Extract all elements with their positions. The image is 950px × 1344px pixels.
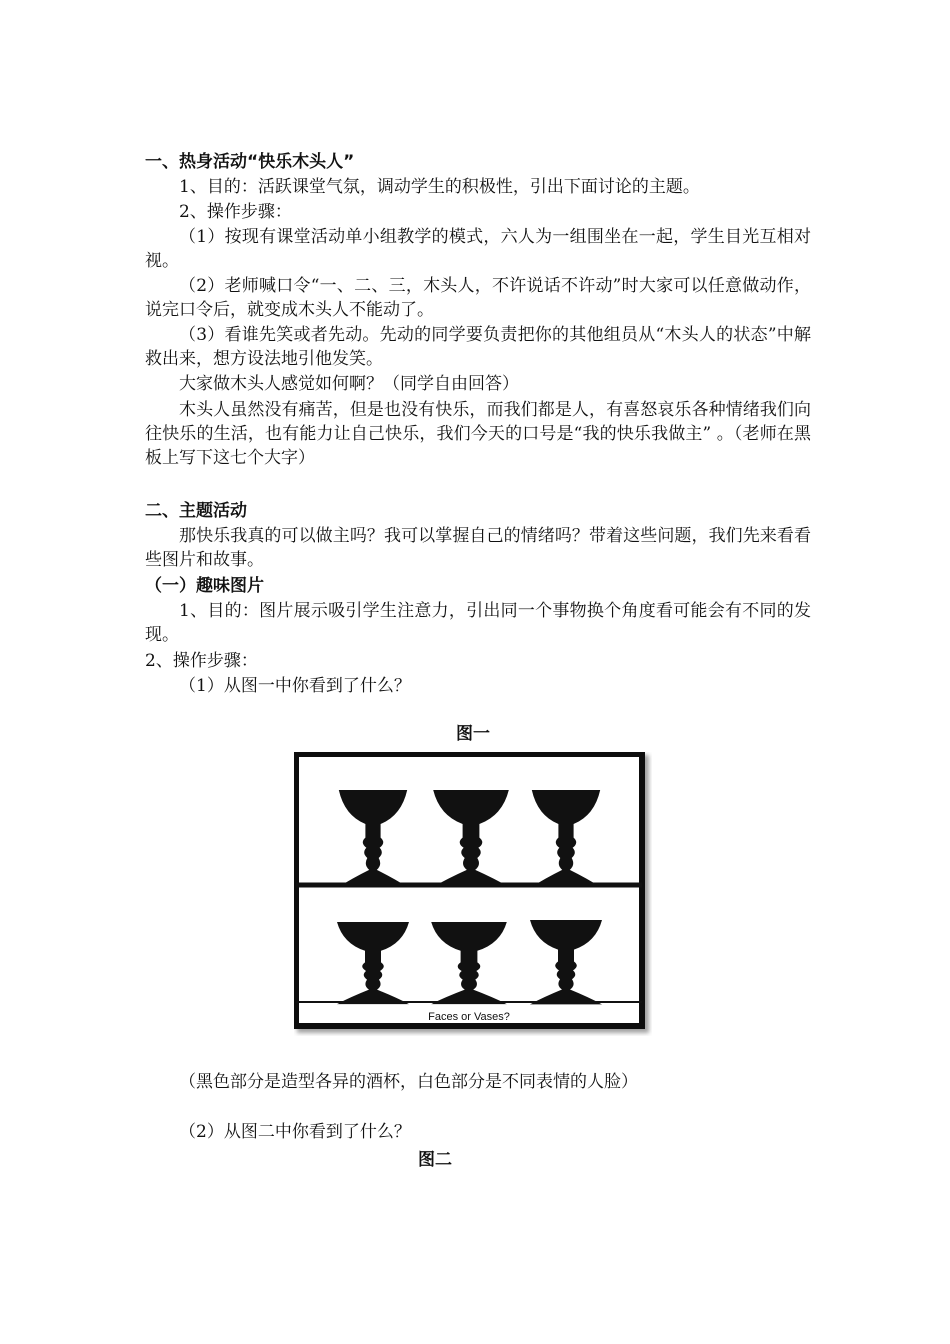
section1-step2: （2）老师喊口令“一、二、三，木头人，不许说话不许动”时大家可以任意做动作，说完口令后，就变成木头人不能动了。 [145, 276, 811, 320]
question-figure-1: （1）从图一中你看到了什么？ [179, 676, 411, 696]
section1-heading: 一、热身活动“快乐木头人” [145, 152, 355, 172]
section2-intro: 那快乐我真的可以做主吗？我可以掌握自己的情绪吗？带着这些问题，我们先来看看些图片和故事。 [145, 526, 811, 570]
section2-steps-title: 2、操作步骤： [145, 651, 258, 671]
figure-2-title: 图二 [418, 1150, 452, 1170]
section1-purpose: 1、目的：活跃课堂气氛，调动学生的积极性，引出下面讨论的主题。 [179, 177, 700, 197]
figure-1-image [294, 752, 652, 1036]
section1-step3: （3）看谁先笑或者先动。先动的同学要负责把你的其他组员从“木头人的状态”中解救出来，想方设法地引他发笑。 [145, 325, 811, 369]
section1-step1: （1）按现有课堂活动单小组教学的模式，六人为一组围坐在一起，学生目光互相对视。 [145, 227, 811, 271]
section1-question: 大家做木头人感觉如何啊？（同学自由回答） [179, 374, 519, 394]
figure-1-title: 图一 [456, 724, 490, 744]
figure-1-note: （黑色部分是造型各异的酒杯，白色部分是不同表情的人脸） [179, 1072, 638, 1092]
section2-subheading: （一）趣味图片 [145, 576, 264, 596]
section2-purpose: 1、目的：图片展示吸引学生注意力，引出同一个事物换个角度看可能会有不同的发现。 [145, 601, 811, 645]
section1-closing: 木头人虽然没有痛苦，但是也没有快乐，而我们都是人，有喜怒哀乐各种情绪我们向往快乐的生活，也有能力让自己快乐，我们今天的口号是“我的快乐我做主” 。（老师在黑板上写下这七个大字） [145, 400, 811, 468]
section1-steps-title: 2、操作步骤： [179, 202, 292, 222]
section2-heading: 二、主题活动 [145, 501, 247, 521]
figure-1-caption: Faces or Vases? [428, 1011, 510, 1023]
question-figure-2: （2）从图二中你看到了什么？ [179, 1122, 411, 1142]
